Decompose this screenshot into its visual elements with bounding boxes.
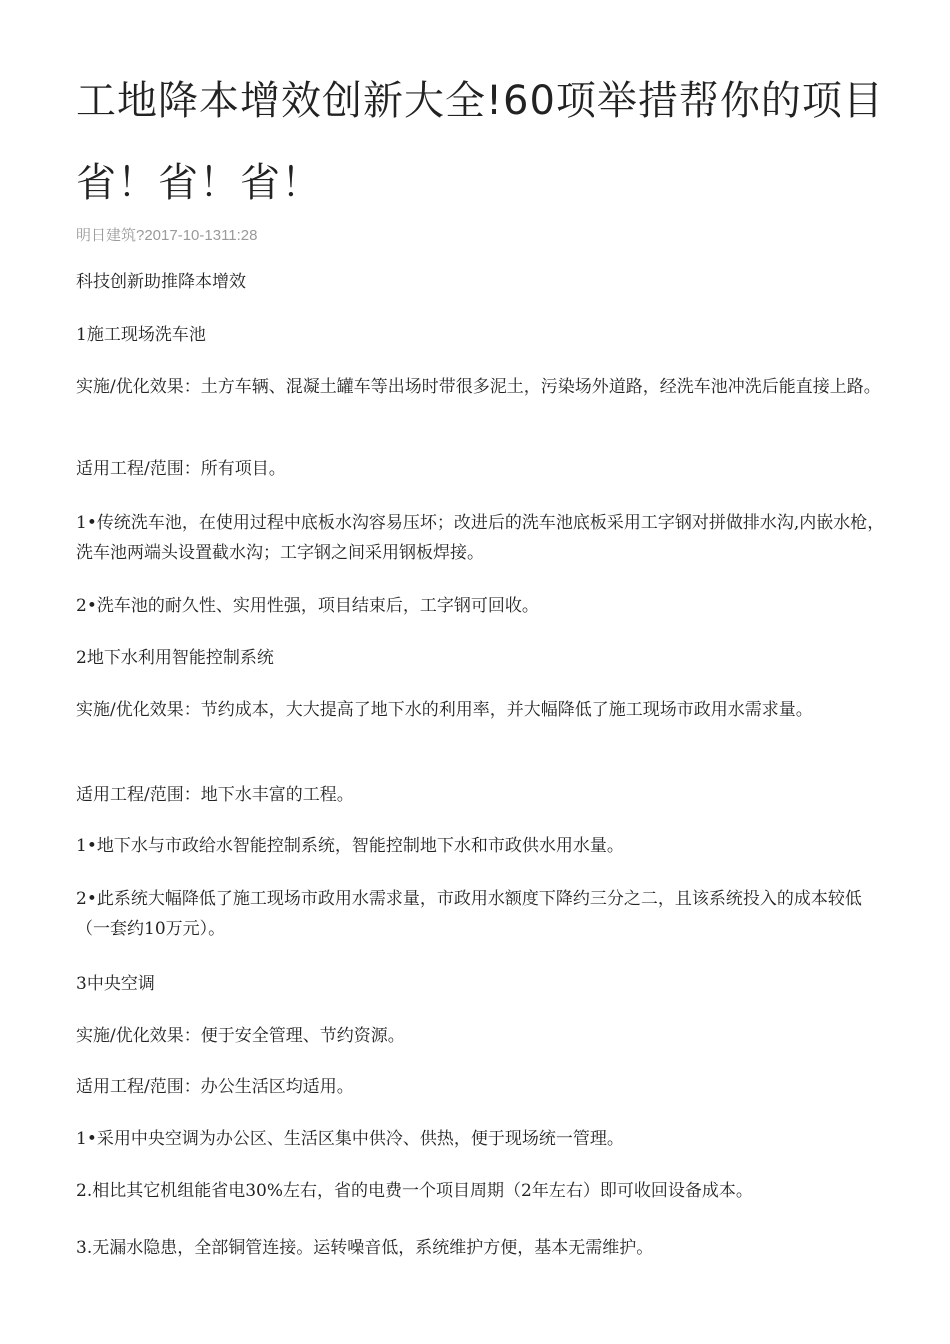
article-meta: 明日建筑?2017-10-1311:28	[76, 227, 258, 244]
paragraph-7: 1•地下水与市政给水智能控制系统，智能控制地下水和市政供水用水量。	[76, 836, 624, 856]
page-title: 工地降本增效创新大全!60项举措帮你的项目省！省！省！	[76, 78, 884, 206]
paragraph-2: 适用工程/范围：所有项目。	[76, 459, 286, 479]
paragraph-1: 实施/优化效果：土方车辆、混凝土罐车等出场时带很多泥土，污染场外道路，经洗车池冲洗后能直接上路。	[76, 377, 881, 397]
paragraph-5: 实施/优化效果：节约成本，大大提高了地下水的利用率，并大幅降低了施工现场市政用水需求量。	[76, 700, 813, 720]
paragraph-13: 3.无漏水隐患，全部铜管连接。运转噪音低，系统维护方便，基本无需维护。	[76, 1238, 654, 1258]
section-heading-3: 3中央空调	[76, 974, 155, 994]
intro-paragraph: 科技创新助推降本增效	[76, 272, 246, 292]
paragraph-10: 适用工程/范围：办公生活区均适用。	[76, 1077, 354, 1097]
paragraph-8: 2•此系统大幅降低了施工现场市政用水需求量，市政用水额度下降约三分之二，且该系统投入的成本较低（一套约10万元）。	[76, 889, 862, 939]
paragraph-3: 1•传统洗车池，在使用过程中底板水沟容易压坏；改进后的洗车池底板采用工字钢对拼做排水沟,内嵌水枪，洗车池两端头设置截水沟；工字钢之间采用钢板焊接。	[76, 513, 885, 563]
section-heading-2: 2地下水利用智能控制系统	[76, 648, 274, 668]
paragraph-6: 适用工程/范围：地下水丰富的工程。	[76, 785, 354, 805]
paragraph-4: 2•洗车池的耐久性、实用性强，项目结束后，工字钢可回收。	[76, 596, 539, 616]
section-heading-1: 1施工现场洗车池	[76, 325, 206, 345]
paragraph-9: 实施/优化效果：便于安全管理、节约资源。	[76, 1026, 405, 1046]
paragraph-11: 1•采用中央空调为办公区、生活区集中供冷、供热，便于现场统一管理。	[76, 1129, 624, 1149]
paragraph-12: 2.相比其它机组能省电30%左右，省的电费一个项目周期（2年左右）即可收回设备成本。	[76, 1181, 753, 1201]
